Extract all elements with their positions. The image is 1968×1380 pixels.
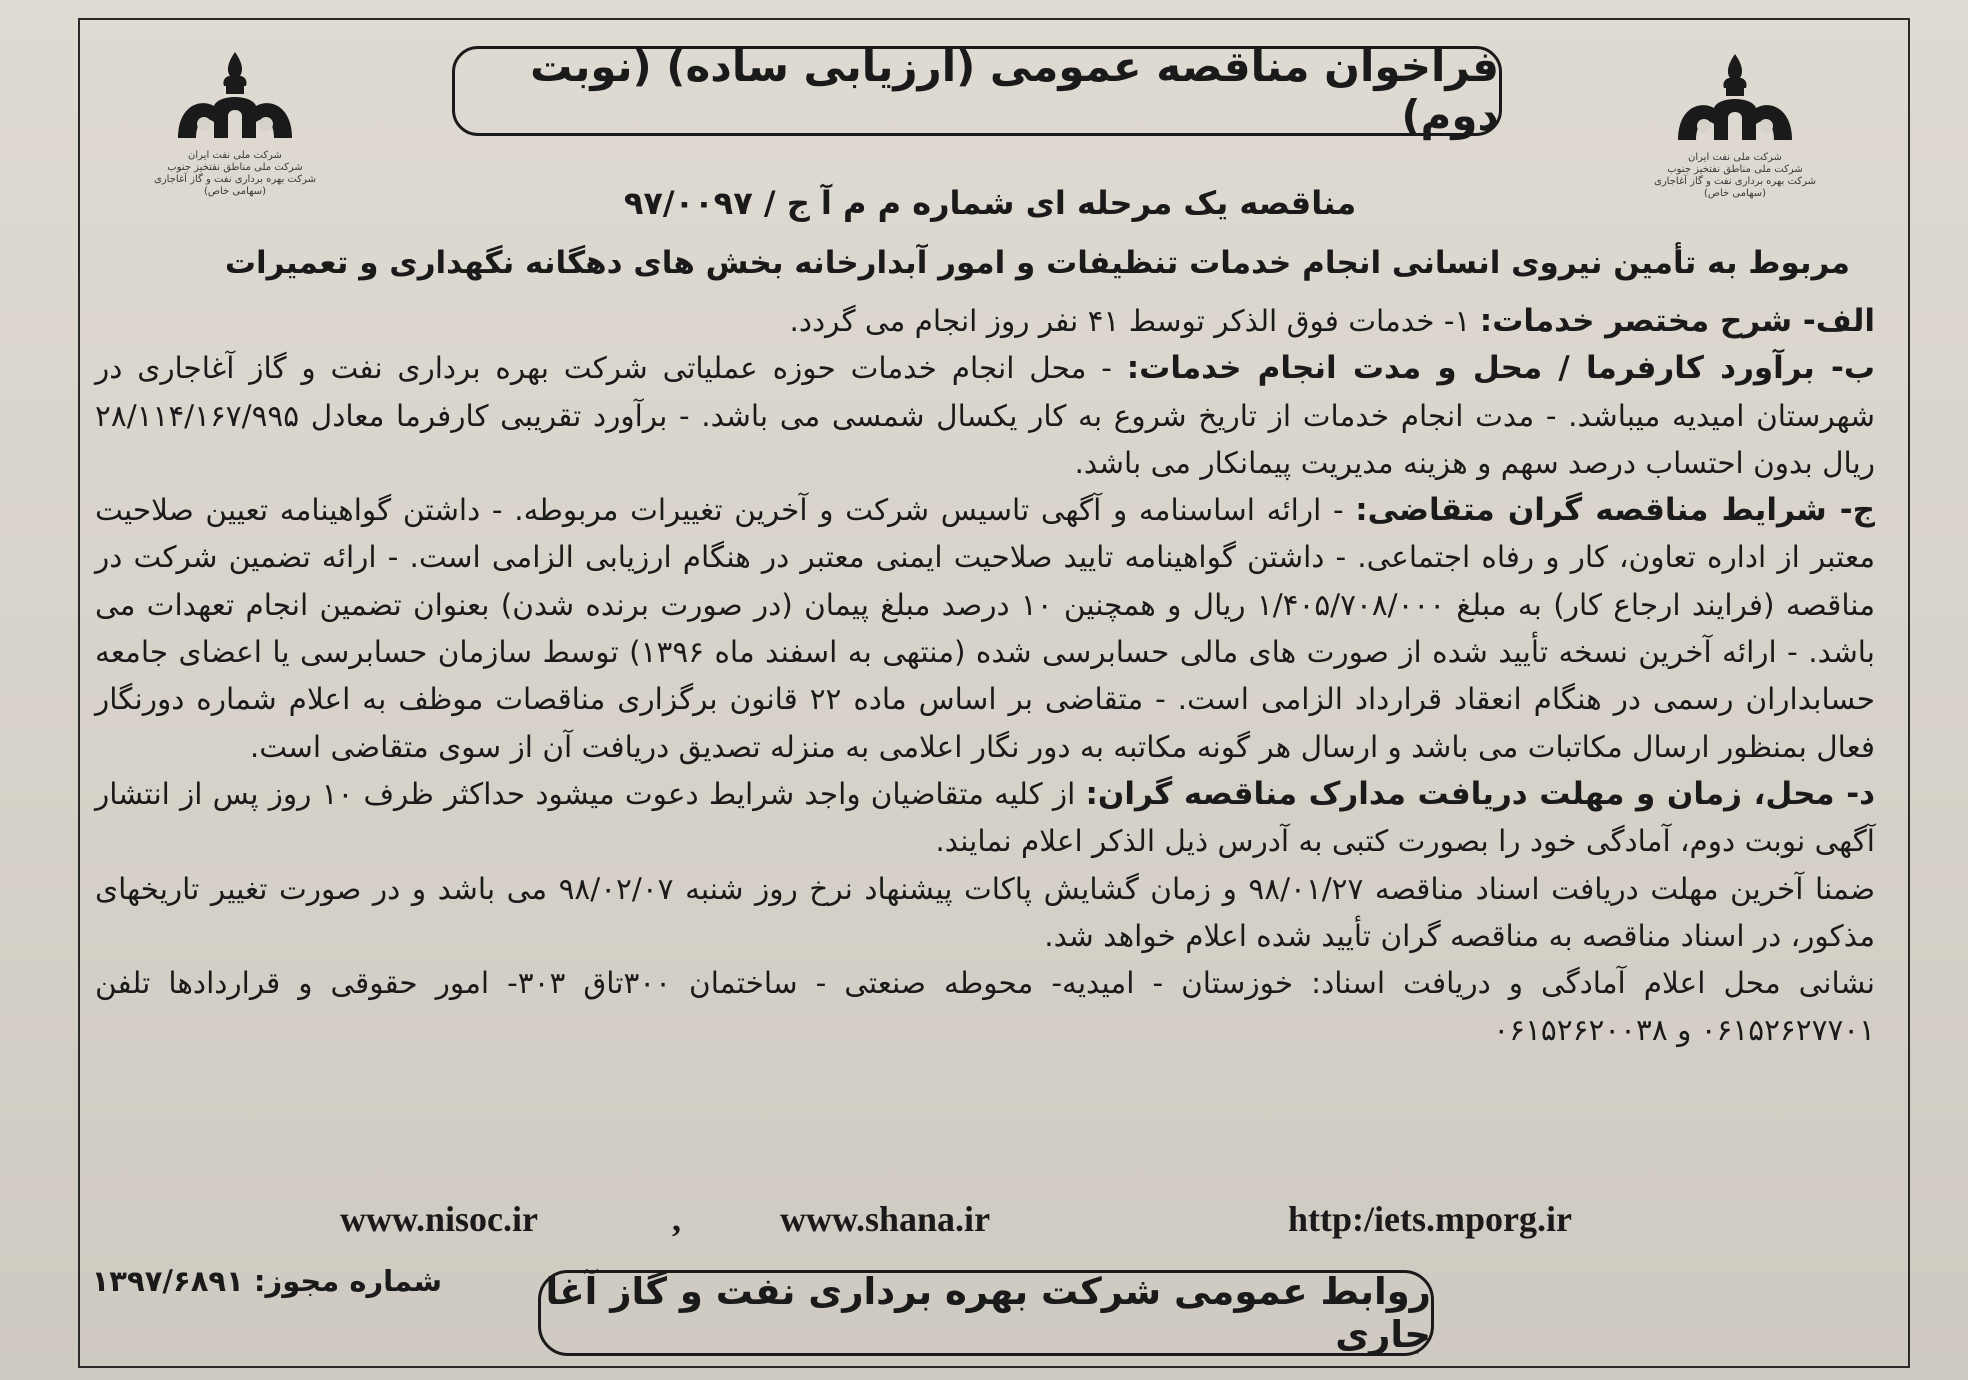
tender-number: مناقصه یک مرحله ای شماره م م آ ج / ۹۷/۰۰۹۷ <box>623 184 1357 222</box>
section-d <box>95 771 1875 866</box>
permit-number: شماره مجوز: ۱۳۹۷/۶۸۹۱ <box>91 1264 442 1298</box>
flame-emblem-icon <box>170 46 300 146</box>
footer-public-relations: روابط عمومی شرکت بهره برداری نفت و گاز آغا جاری <box>538 1270 1434 1356</box>
flame-emblem-icon <box>1670 48 1800 148</box>
section-c <box>95 487 1875 771</box>
section-b <box>95 345 1875 487</box>
separator-comma: , <box>672 1199 681 1239</box>
website-links <box>300 1198 1680 1248</box>
nisoc-link: www.nisoc.ir <box>340 1199 538 1239</box>
section-a-text: ۱- خدمات فوق الذکر توسط ۴۱ نفر روز انجام می گردد. <box>789 304 1480 338</box>
nioc-logo-left <box>140 46 330 216</box>
tender-subject: مربوط به تأمین نیروی انسانی انجام خدمات تنظیفات و امور آبدارخانه بخش های دهگانه نگهداری و تعمیرات <box>224 245 1850 281</box>
section-c-heading: ج- شرایط مناقصه گران متقاضی: <box>1355 492 1875 529</box>
section-d-text: از کلیه متقاضیان واجد شرایط دعوت میشود حداکثر ظرف ۱۰ روز پس از انتشار آگهی نوبت دوم، آمادگی خود را بصورت کتبی به آدرس ذیل الذکر اعلام نمایند. <box>95 776 1875 859</box>
section-d-heading: د- محل، زمان و مهلت دریافت مدارک مناقصه گران: <box>1085 775 1875 812</box>
shana-link: www.shana.ir <box>780 1199 991 1239</box>
tender-body <box>95 298 1875 1055</box>
section-c-text: - ارائه اساسنامه و آگهی تاسیس شرکت و آخرین تغییرات مربوطه. - داشتن گواهینامه تعیین صلاحیت معتبر از اداره تعاون، کار و رفاه اجتماعی. - داشتن گواهینامه تایید صلاحیت ایمنی معتبر در هنگام ارزیابی الزامی است. - ارائه تضمین شرکت در مناقصه (فرایند ارجاع کار) به مبلغ ۱/۴۰۵/۷۰۸/۰۰۰ ریال و همچنین ۱۰ درصد مبلغ پیمان (در صورت برنده شدن) بعنوان تضمین انجام تعهدات می باشد. - ارائه آخرین نسخه تأیید شده از صورت های مالی حسابرسی شده (منتهی به اسفند ماه ۱۳۹۶) توسط سازمان حسابرسی یا اعضای جامعه حسابداران رسمی در هنگام انعقاد قرارداد الزامی است. - متقاضی بر اساس ماده ۲۲ قانون برگزاری مناقصات موظف به اعلام شماره دورنگار فعال بمنظور ارسال مکاتبات می باشد و ارسال هر گونه مکاتبه به دور نگار اعلامی به منزله تصدیق دریافت آن از سوی متقاضی است. <box>95 493 1876 764</box>
iets-link: http:/iets.mporg.ir <box>1288 1199 1572 1239</box>
section-a-heading: الف- شرح مختصر خدمات: <box>1479 303 1875 339</box>
section-b-heading: ب- برآورد کارفرما / محل و مدت انجام خدمات: <box>1126 350 1876 387</box>
section-b-text: - محل انجام خدمات حوزه عملیاتی شرکت بهره برداری نفت و گاز آغاجاری در شهرستان امیدیه میباشد. - مدت انجام خدمات از تاریخ شروع به کار یکسال شمسی می باشد. - برآورد تقریبی کارفرما معادل ۲۸/۱۱۴/۱۶۷/۹۹۵ ریال بدون احتساب درصد سهم و هزینه مدیریت پیمانکار می باشد. <box>95 351 1875 480</box>
logo-caption: شرکت ملی نفت ایران شرکت ملی مناطق نفتخیز جنوب شرکت بهره برداری نفت و گاز آغاجاری (سهامی خاص) <box>1654 152 1816 199</box>
nioc-logo-right <box>1640 48 1830 218</box>
section-d-deadlines: ضمنا آخرین مهلت دریافت اسناد مناقصه ۹۸/۰۱/۲۷ و زمان گشایش پاکات پیشنهاد نرخ روز شنبه ۹۸/۰۲/۰۷ می باشد و در صورت تغییر تاریخهای مذکور، در اسناد مناقصه به مناقصه گران تأیید شده اعلام خواهد شد. <box>95 871 1876 953</box>
section-d-address: نشانی محل اعلام آمادگی و دریافت اسناد: خوزستان - امیدیه- محوطه صنعتی - ساختمان ۳۰۰تاق ۳۰۳- امور حقوقی و قراردادها تلفن ۰۶۱۵۲۶۲۷۷۰۱ و ۰۶۱۵۲۶۲۰۰۳۸ <box>95 966 1875 1048</box>
logo-caption: شرکت ملی نفت ایران شرکت ملی مناطق نفتخیز جنوب شرکت بهره برداری نفت و گاز آغاجاری (سهامی خاص) <box>154 150 316 197</box>
section-a <box>95 298 1875 345</box>
page-title: فراخوان مناقصه عمومی (ارزیابی ساده) (نوبت دوم) <box>452 46 1502 136</box>
